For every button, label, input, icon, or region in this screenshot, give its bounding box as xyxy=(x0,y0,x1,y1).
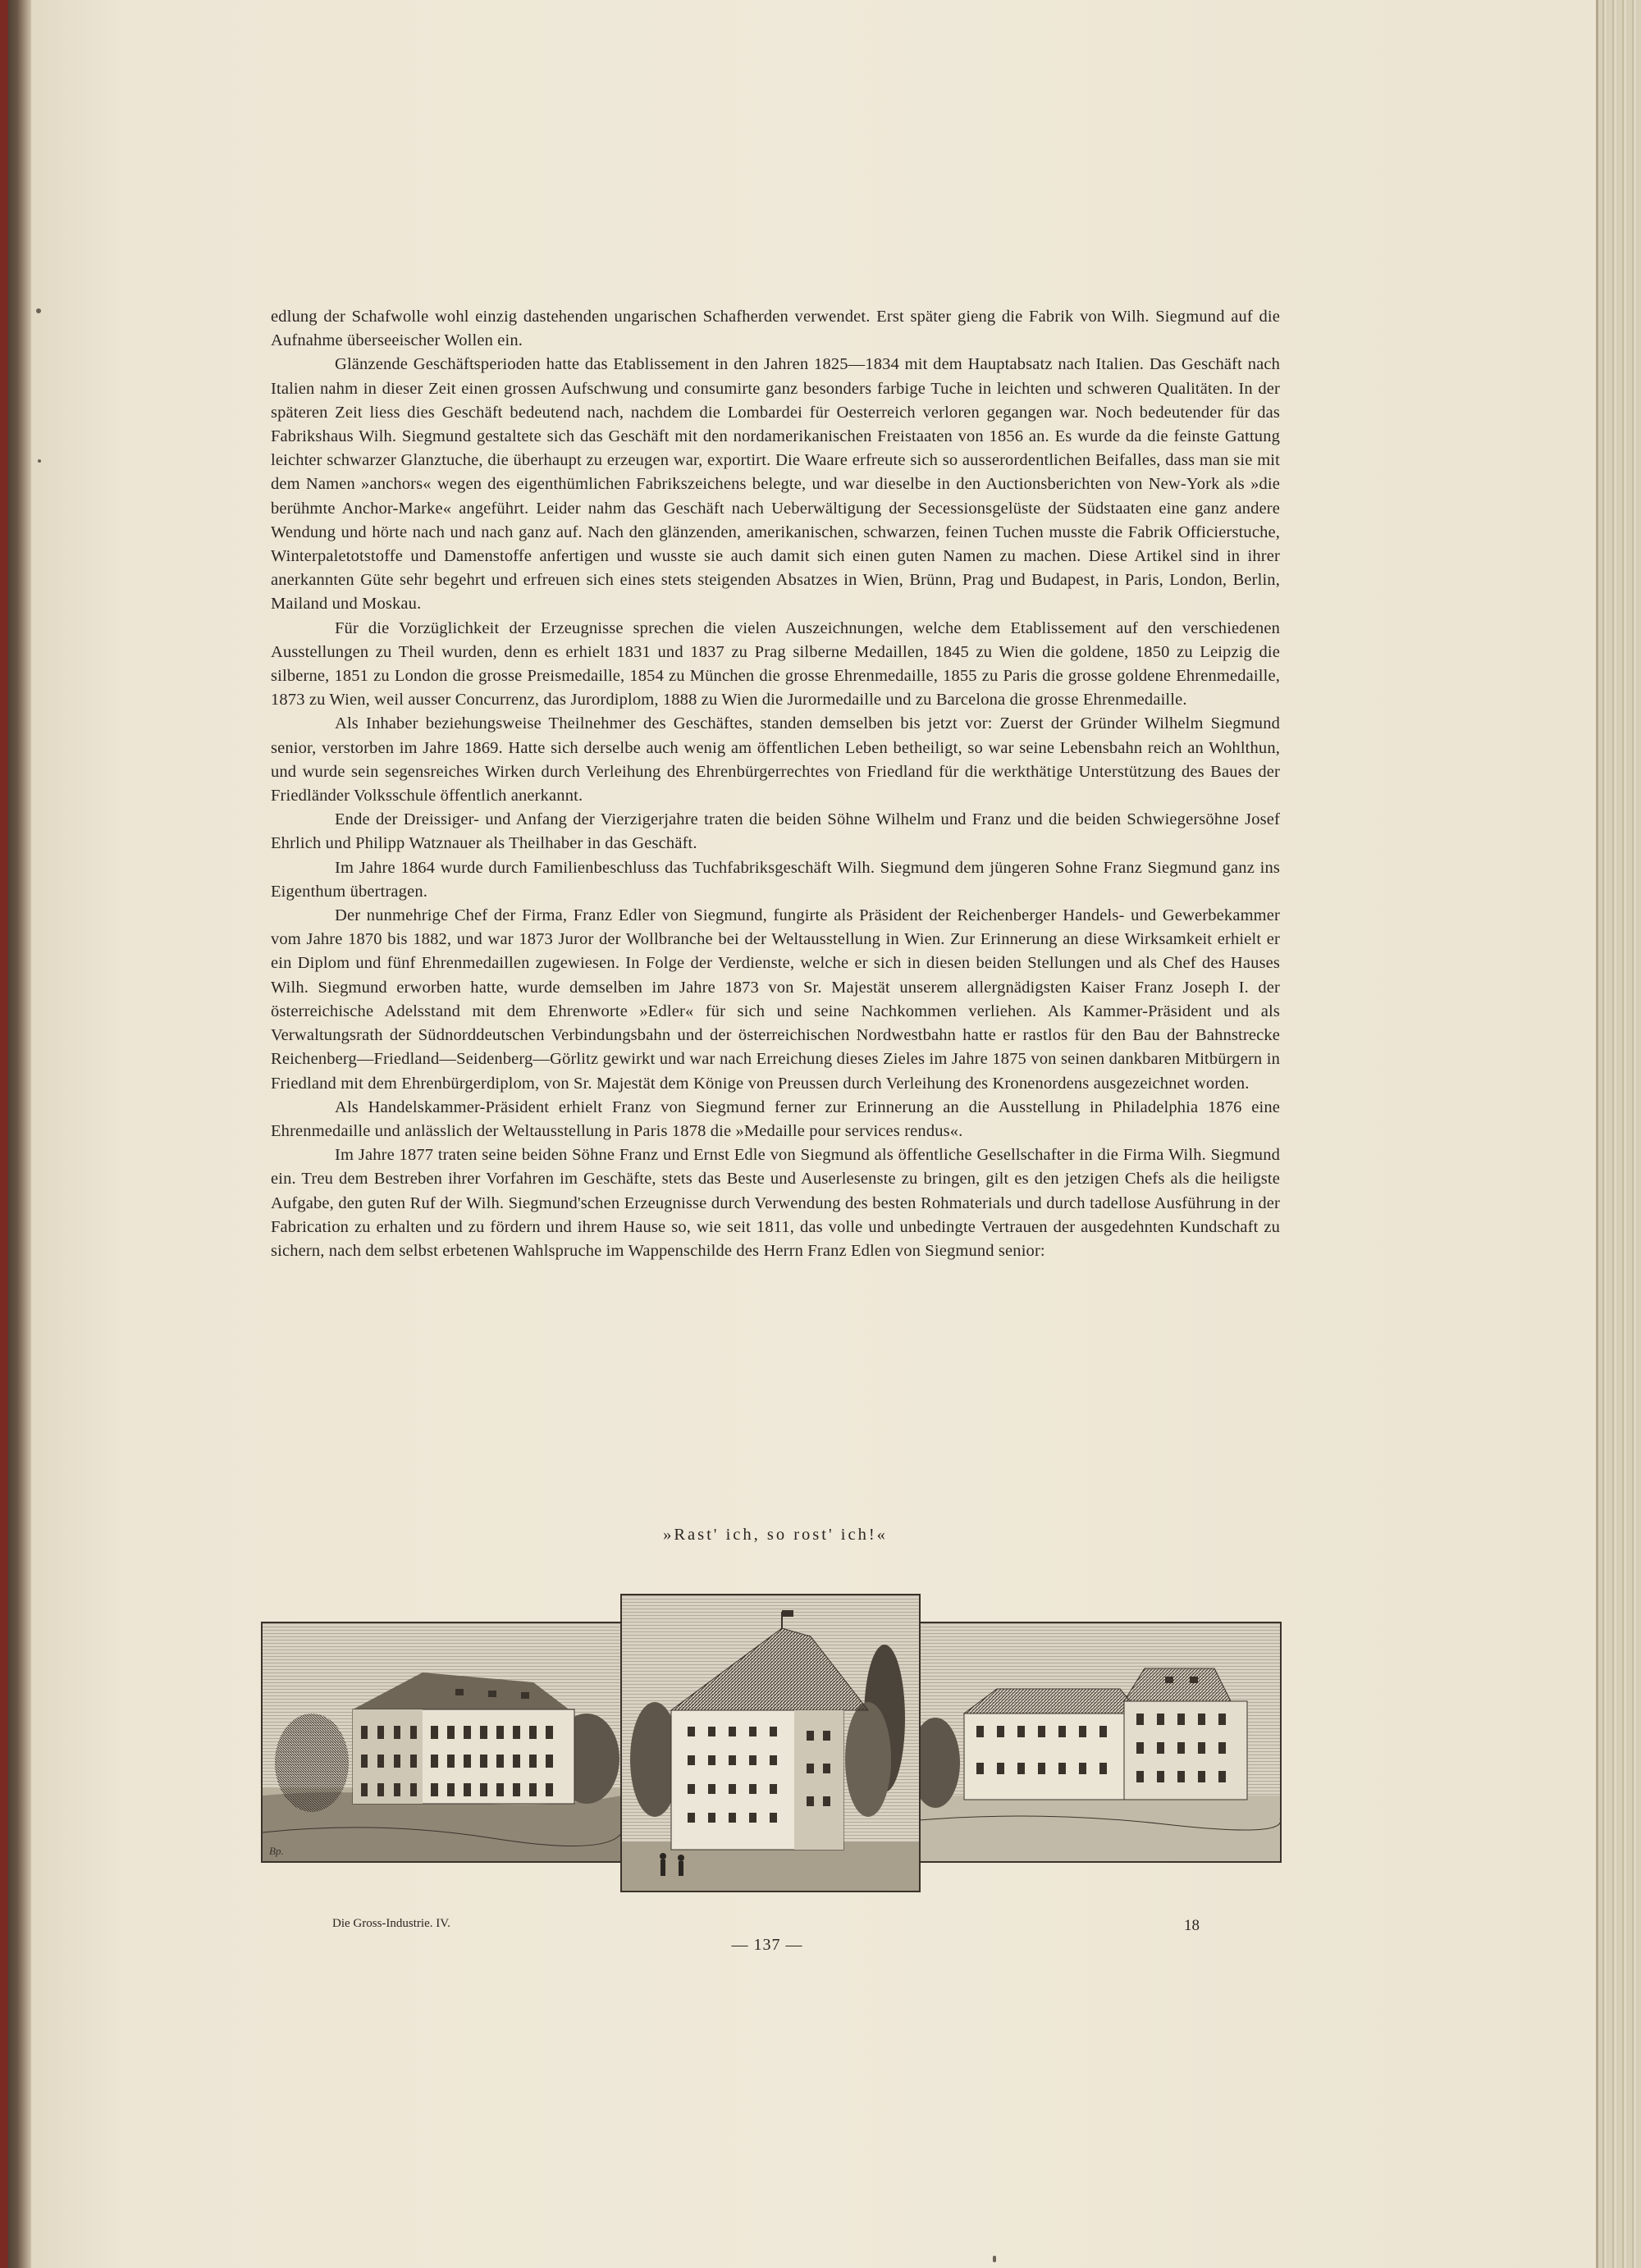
margin-mark xyxy=(36,308,41,313)
paragraph: edlung der Schafwolle wohl einzig dastehenden ungarischen Schafherden verwendet. Erst später gieng die Fabrik von Wilh. Siegmund auf die Aufnahme überseeischer Wollen ein. xyxy=(271,308,1280,350)
paragraph: Ende der Dreissiger- und Anfang der Vierzigerjahre traten die beiden Söhne Wilhelm und Franz und die beiden Schwiegersöhne Josef Ehrlich und Philipp Watznauer als Theilhaber in das Geschäft. xyxy=(271,810,1280,853)
paragraph: Als Handelskammer-Präsident erhielt Franz von Siegmund ferner zur Erinnerung an die Ausstellung in Philadelphia 1876 eine Ehrenmedaille und anlässlich der Weltausstellung in Paris 1878 die »Medaille pour services rendus«. xyxy=(271,1097,1280,1140)
paragraph: Glänzende Geschäftsperioden hatte das Etablissement in den Jahren 1825—1834 mit dem Hauptabsatz nach Italien. Das Geschäft nach Italien nahm in dieser Zeit einen grossen Aufschwung und consumirte ganz besonders farbige Tuche in leichten und schweren Qualitäten. In der späteren Zeit liess dies Geschäft bedeutend nach, nachdem die Lombardei für Oesterreich verloren gegangen war. Noch bedeutender für das Fabrikshaus Wilh. Siegmund gestaltete sich das Geschäft mit den nordamerikanischen Freistaaten von 1856 an. Es wurde da die feinste Gattung leichter schwarzer Glanztuche, die überhaupt zu erzeugen war, exportirt. Die Waare erfreute sich so ausserordentlichen Beifalles, dass man sie mit dem Namen »anchors« wegen des eigenthümlichen Fabrikszeichens belegte, und war dieselbe in den Auctionsberichten von New-York als »die berühmte Anchor-Marke« angeführt. Leider nahm das Geschäft nach Ueberwältigung der Secessionsgelüste der Südstaaten eine ganz andere Wendung und hörte nach und nach ganz auf. Nach den glänzenden, amerikanischen, schwarzen, feinen Tuchen musste die Fabrik Officierstuche, Winterpaletotstoffe und Damenstoffe anfertigen und wusste sie auch damit sich einen guten Namen zu machen. Diese Artikel sind in ihrer anerkannten Güte sehr begehrt und erfreuen sich eines stets steigenden Absatzes in Wien, Brünn, Prag und Budapest, in Paris, London, Berlin, Mailand und Moskau. xyxy=(271,355,1280,614)
paragraph: Im Jahre 1864 wurde durch Familienbeschluss das Tuchfabriksgeschäft Wilh. Siegmund dem jüngeren Sohne Franz Siegmund ganz ins Eigenthum übertragen. xyxy=(271,858,1280,901)
paragraph: Im Jahre 1877 traten seine beiden Söhne Franz und Ernst Edle von Siegmund als öffentliche Gesellschafter in die Firma Wilh. Siegmund ein. Treu dem Bestreben ihrer Vorfahren im Geschäfte, stets das Beste und Auserlesenste zu bringen, gilt es den jetzigen Chefs als die heiligste Aufgabe, den guten Ruf der Wilh. Siegmund'schen Erzeugnisse durch Verwendung des besten Rohmaterials und durch tadellose Ausführung in der Fabrication zu erhalten und zu fördern und ihrem Hause so, wie seit 1811, das volle und unbedingte Vertrauen der ausgedehnten Kundschaft zu sichern, nach dem selbst erbetenen Wahlspruche im Wappenschilde des Herrn Franz Edlen von Siegmund senior: xyxy=(271,1146,1280,1260)
margin-mark xyxy=(38,459,41,463)
body-text xyxy=(271,305,1280,1263)
margin-mark xyxy=(993,2256,996,2262)
page-stack xyxy=(1598,0,1641,2268)
paragraph: Als Inhaber beziehungsweise Theilnehmer des Geschäftes, standen demselben bis jetzt vor: Zuerst der Gründer Wilhelm Siegmund senior, verstorben im Jahre 1869. Hatte sich derselbe auch wenig am öffentlichen Leben betheiligt, so war seine Lebensbahn reich an Wohlthun, und wurde sein segensreiches Wirken durch Verleihung des Ehrenbürgerrechtes von Friedland für die werkthätige Unterstützung des Baues der Friedländer Volksschule öffentlich anerkannt. xyxy=(271,714,1280,805)
page-number: — 137 — xyxy=(731,1936,803,1954)
factory-engraving-center xyxy=(620,1594,921,1892)
paragraph: Der nunmehrige Chef der Firma, Franz Edler von Siegmund, fungirte als Präsident der Reichenberger Handels- und Gewerbekammer vom Jahre 1870 bis 1882, und war 1873 Juror der Wollbranche bei der Weltausstellung in Wien. Zur Erinnerung an diese Wirksamkeit erhielt er ein Diplom und fünf Ehrenmedaillen zugewiesen. In Folge der Verdienste, welche er sich in diesen beiden Stellungen und als Chef des Hauses Wilh. Siegmund erworben hatte, wurde demselben im Jahre 1873 von Sr. Majestät unserem allergnädigsten Kaiser Franz Joseph I. der österreichische Adelsstand mit dem Ehrenworte »Edler« für sich und seine Nachkommen verliehen. Als Kammer-Präsident und als Verwaltungsrath der Südnorddeutschen Verbindungsbahn und der österreichischen Nordwestbahn hatte er rastlos für den Bau der Bahnstrecke Reichenberg—Friedland—Seidenberg—Görlitz gewirkt und war nach Erreichung dieses Zieles im Jahre 1875 von seinen dankbaren Mitbürgern in Friedland mit dem Ehrenbürgerdiplom, von Sr. Majestät dem Könige von Preussen durch Verleihung des Kronenordens ausgezeichnet worden. xyxy=(271,906,1280,1093)
factory-engraving-left xyxy=(261,1622,624,1863)
factory-engraving-right xyxy=(917,1622,1282,1863)
book-cover-edge xyxy=(0,0,8,2268)
engraver-signature: Bp. xyxy=(269,1845,284,1857)
footer-publication: Die Gross-Industrie. IV. xyxy=(332,1917,450,1930)
paragraph: Für die Vorzüglichkeit der Erzeugnisse sprechen die vielen Auszeichnungen, welche dem Etablissement auf den verschiedenen Ausstellungen zu Theil wurden, denn es erhielt 1831 und 1837 zu Prag silberne Medaillen, 1845 zu Wien die goldene, 1850 zu Leipzig die silberne, 1851 zu London die grosse Preismedaille, 1854 zu München die grosse Ehrenmedaille, 1855 zu Paris die grosse goldene Ehrenmedaille, 1873 zu Wien, weil ausser Concurrenz, das Jurordiplom, 1888 zu Wien die Jurormedaille und zu Barcelona die grosse Ehrenmedaille. xyxy=(271,618,1280,710)
footer-signature-mark: 18 xyxy=(1184,1917,1200,1934)
motto: »Rast' ich, so rost' ich!« xyxy=(663,1526,888,1544)
